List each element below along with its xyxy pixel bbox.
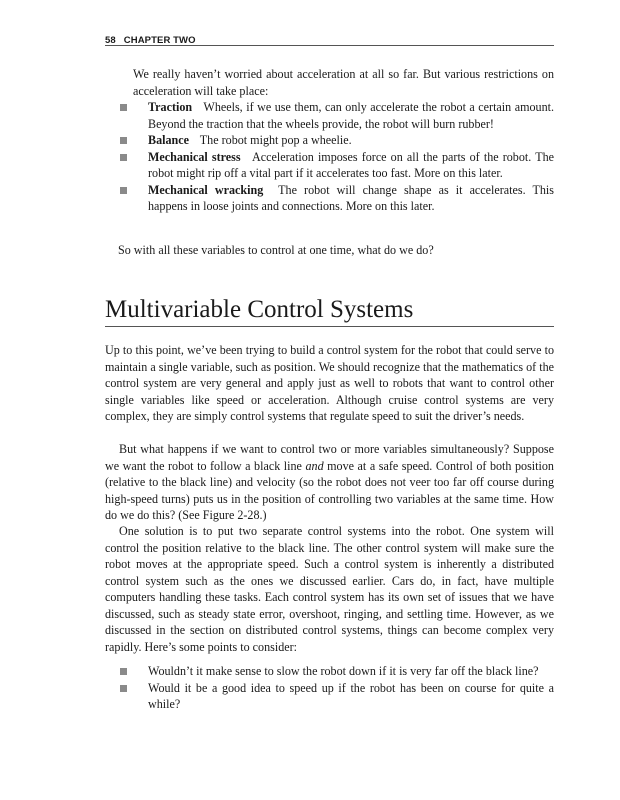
restrictions-list <box>118 99 554 215</box>
page-number: 58 <box>105 35 116 46</box>
closing-question: So with all these variables to control at one time, what do we do? <box>118 243 434 257</box>
list-item <box>118 182 554 215</box>
body-paragraph <box>105 441 554 524</box>
points-list <box>118 663 554 713</box>
list-item <box>118 663 554 680</box>
list-item-text: Wheels, if we use them, can only accelerate the robot a certain amount. Beyond the traction that the wheels provide, the robot will burn rubber! <box>148 100 555 131</box>
paragraph-text: But what happens if we want to control two or more variables simultaneously? Suppose we want the robot to follow a black line <box>105 442 554 473</box>
body-paragraph: Up to this point, we’ve been trying to build a control system for the robot that could serve to maintain a single variable, such as position. We should recognize that the mathematics of the control system are very general and apply just as well to robots that want to control other single variables like speed or acceleration. Although cruise control systems are very complex, they are simply control systems that regulate speed to suit the driver’s needs. <box>105 343 554 423</box>
list-item-term: Mechanical wracking <box>148 182 264 197</box>
list-item-text: Wouldn’t it make sense to slow the robot down if it is very far off the black line? <box>148 664 539 678</box>
list-item-text: Would it be a good idea to speed up if the robot has been on course for quite a while? <box>148 680 554 711</box>
list-item-text: Acceleration imposes force on all the parts of the robot. The robot might rip off a vital part if it accelerates too fast. More on this later. <box>148 149 554 180</box>
list-item <box>118 680 554 713</box>
square-bullet-icon <box>120 137 127 144</box>
list-item <box>118 99 554 132</box>
body-paragraph: One solution is to put two separate control systems into the robot. One system will control the position relative to the black line. The other control system will make sure the robot moves at the appropriate speed. Such a control system is inherently a distributed control system such as the ones we discussed earlier. Cars do, in fact, have multiple computers handling these tasks. Each control system has its own set of issues that we have discussed, such as steady state error, overshoot, ringing, and settling time. However, as we discussed in the section on distributed control systems, things can become complex very rapidly. Here’s some points to consider: <box>105 524 554 654</box>
section-heading: Multivariable Control Systems <box>105 294 554 327</box>
list-item-term: Mechanical stress <box>148 149 241 164</box>
list-item <box>118 132 554 149</box>
square-bullet-icon <box>120 668 127 675</box>
list-item-term: Traction <box>148 100 193 114</box>
list-item-term: Balance <box>148 133 189 147</box>
emphasis-word: and <box>305 458 324 473</box>
square-bullet-icon <box>120 685 127 692</box>
square-bullet-icon <box>120 154 127 161</box>
intro-paragraph: We really haven’t worried about acceleration at all so far. But various restrictions on acceleration will take place: <box>133 67 554 98</box>
square-bullet-icon <box>120 104 127 111</box>
chapter-label: CHAPTER TWO <box>123 35 196 46</box>
list-item <box>118 149 554 182</box>
list-item-text: The robot might pop a wheelie. <box>199 133 352 147</box>
paragraph-text: move at a safe speed. Control of both position (relative to the black line) and velocity (so the robot does not veer too far off course during high-speed turns) puts us in the position of controlling two variables at the same time. How do we do this? (See Figure 2-28.) <box>105 458 554 522</box>
square-bullet-icon <box>120 187 127 194</box>
list-item-text: The robot will change shape as it accelerates. This happens in loose joints and connections. More on this later. <box>148 182 554 213</box>
running-head <box>105 30 554 46</box>
